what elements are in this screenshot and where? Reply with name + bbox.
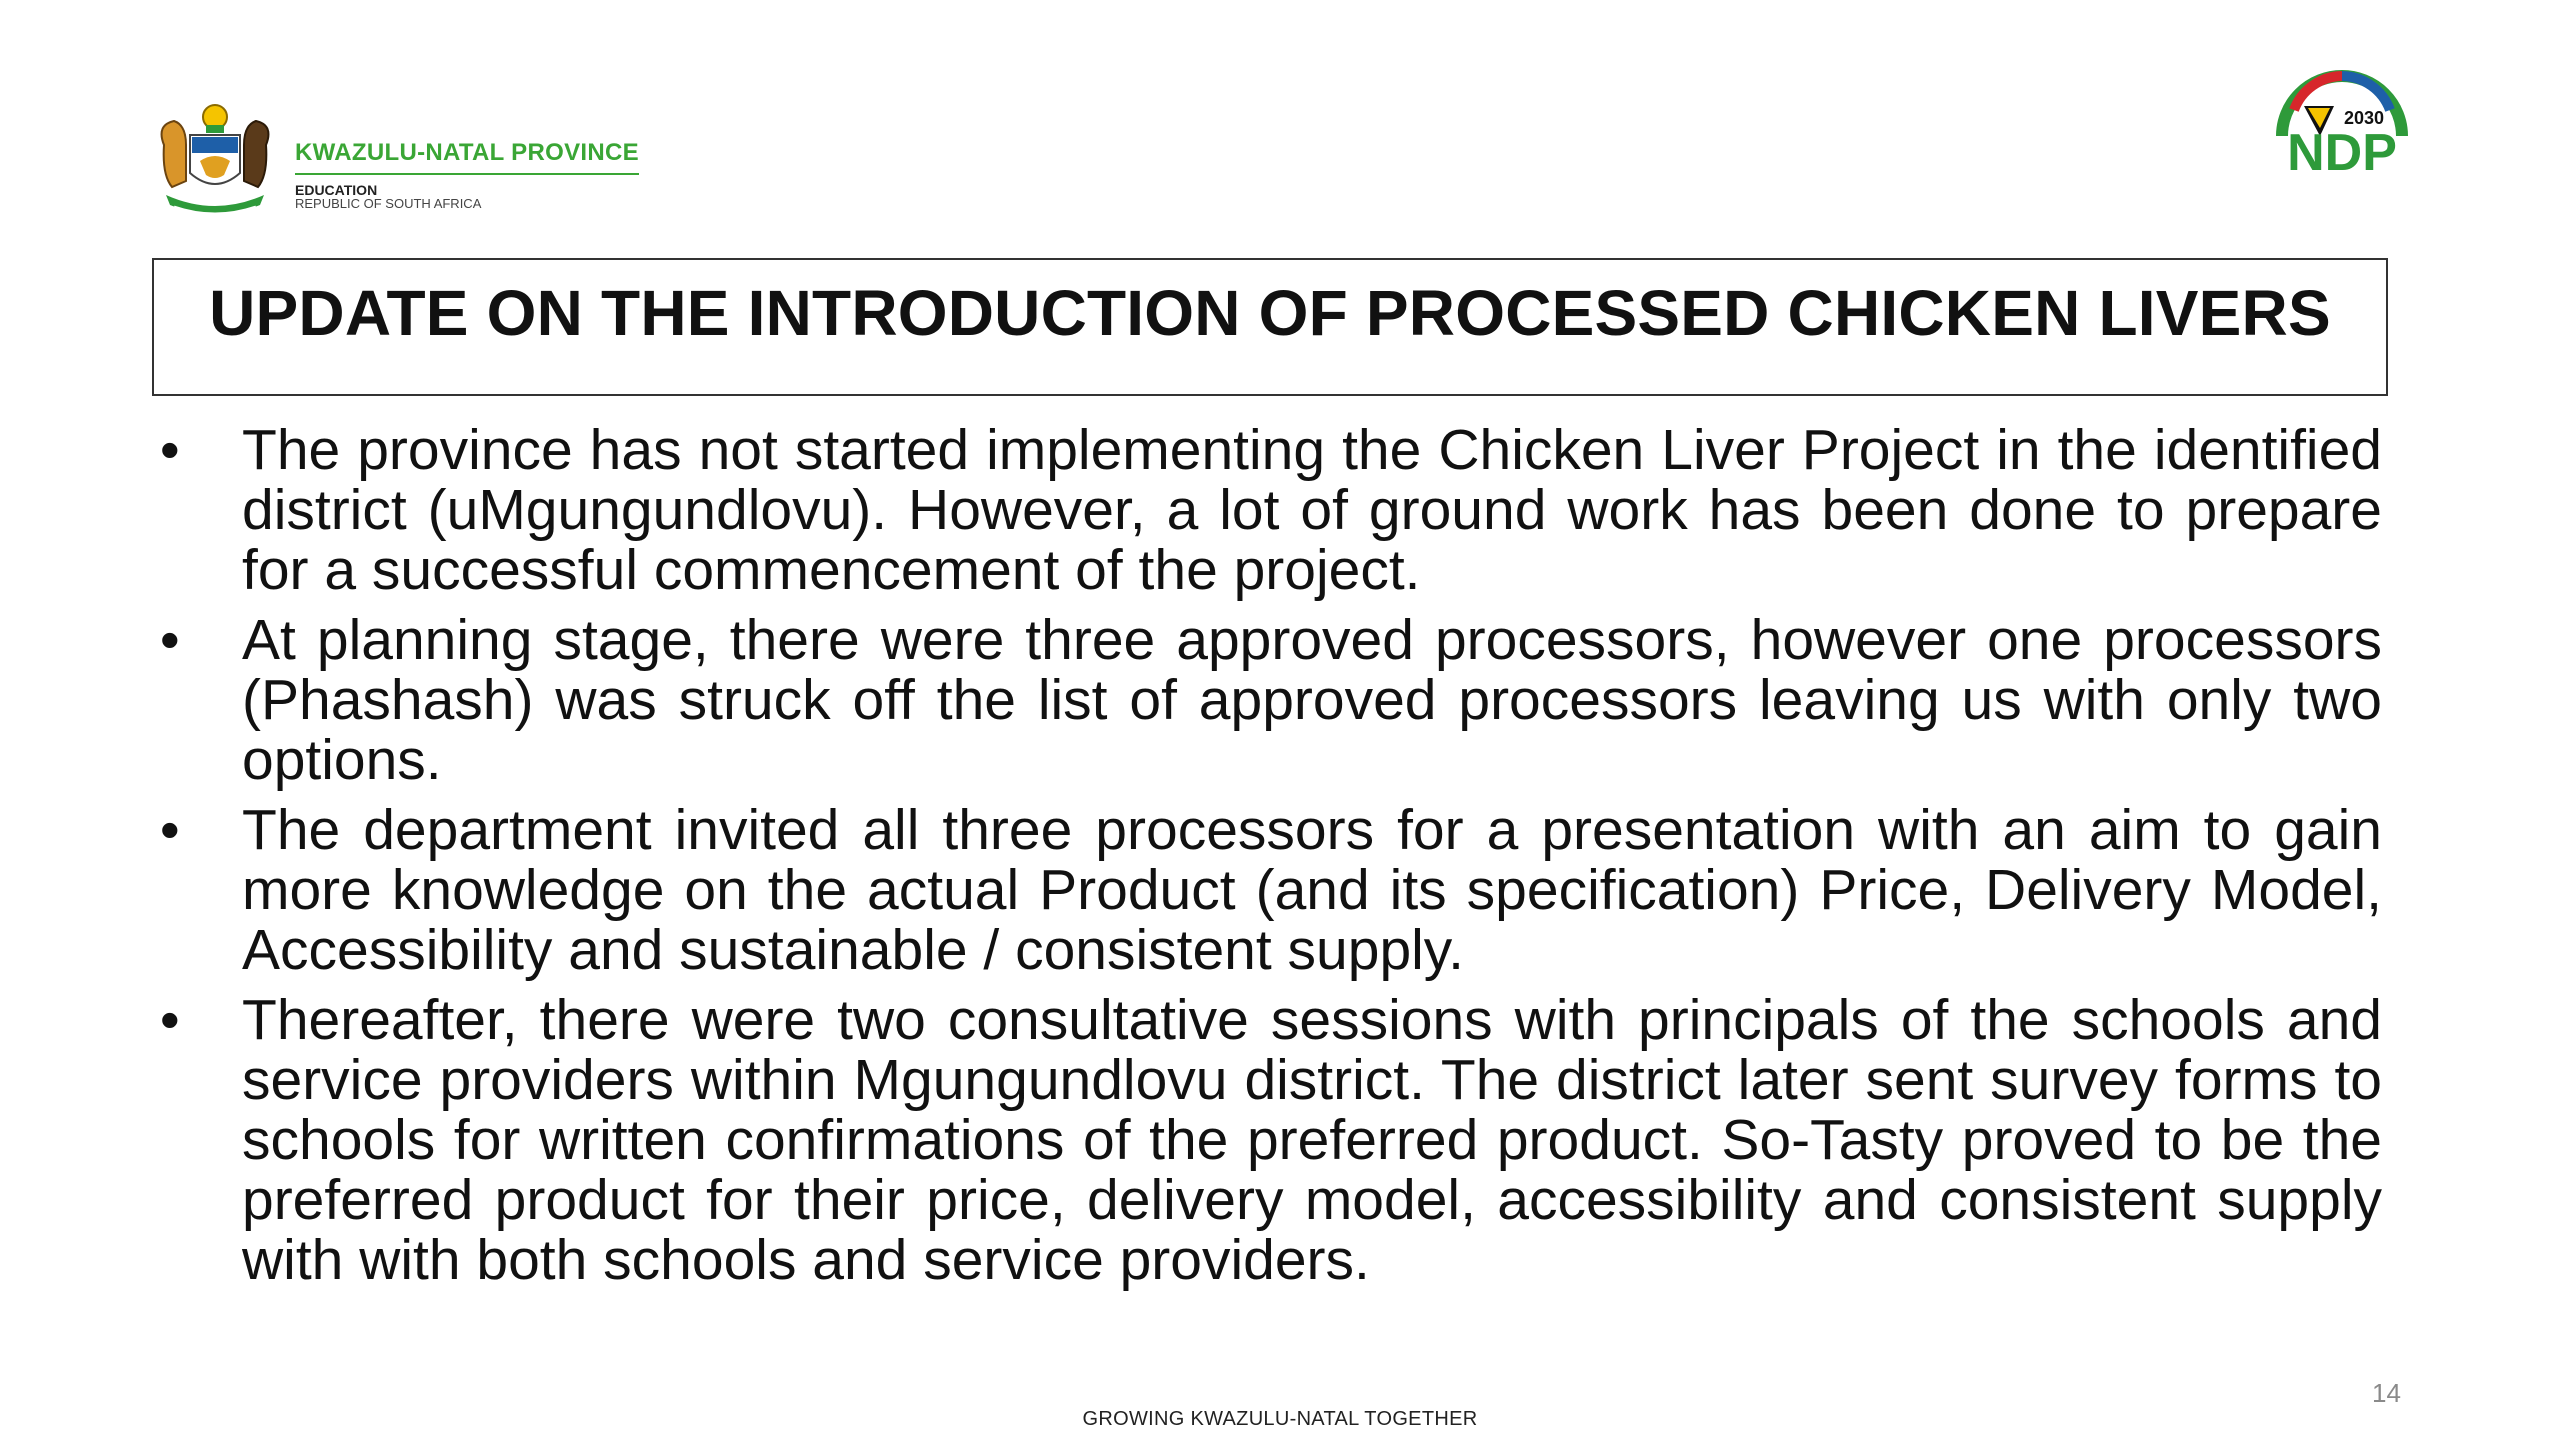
department-name: EDUCATION <box>295 182 378 198</box>
bullet-item <box>150 800 2382 980</box>
bullet-text: The province has not started implementing the Chicken Liver Project in the identified district (uMgungundlovu). However, a lot of ground work has been done to prepare for a successful commencement of the project. <box>242 418 2382 602</box>
ndp-2030-logo <box>2272 58 2412 183</box>
bullet-dot-icon: • <box>160 798 180 861</box>
bullet-item <box>150 610 2382 790</box>
coat-of-arms-icon <box>150 95 280 225</box>
ndp-label: NDP <box>2287 124 2397 182</box>
bullet-item <box>150 990 2382 1290</box>
page-number: 14 <box>2372 1378 2401 1408</box>
country-name: REPUBLIC OF SOUTH AFRICA <box>295 196 482 211</box>
bullet-item <box>150 420 2382 600</box>
province-name: KWAZULU-NATAL PROVINCE <box>295 139 639 175</box>
slide-title: UPDATE ON THE INTRODUCTION OF PROCESSED CHICKEN LIVERS <box>209 277 2331 349</box>
bullet-list <box>150 420 2382 1300</box>
bullet-text: The department invited all three processors for a presentation with an aim to gain more knowledge on the actual Product (and its specification) Price, Delivery Model, Accessibility and sustainable / consistent supply. <box>242 798 2382 982</box>
bullet-dot-icon: • <box>160 608 180 671</box>
footer-tagline: GROWING KWAZULU-NATAL TOGETHER <box>1082 1408 1478 1430</box>
bullet-dot-icon: • <box>160 988 180 1051</box>
bullet-text: Thereafter, there were two consultative sessions with principals of the schools and service providers within Mgungundlovu district. The district later sent survey forms to schools for written confirmations of the preferred product. So-Tasty proved to be the preferred product for their price, delivery model, accessibility and consistent supply with with both schools and service providers. <box>242 988 2382 1292</box>
bullet-text: At planning stage, there were three approved processors, however one processors (Phashash) was struck off the list of approved processors leaving us with only two options. <box>242 608 2382 792</box>
bullet-dot-icon: • <box>160 418 180 481</box>
kzn-education-logo <box>150 95 670 225</box>
title-box <box>152 258 2388 396</box>
ndp-year: 2030 <box>2343 108 2385 128</box>
